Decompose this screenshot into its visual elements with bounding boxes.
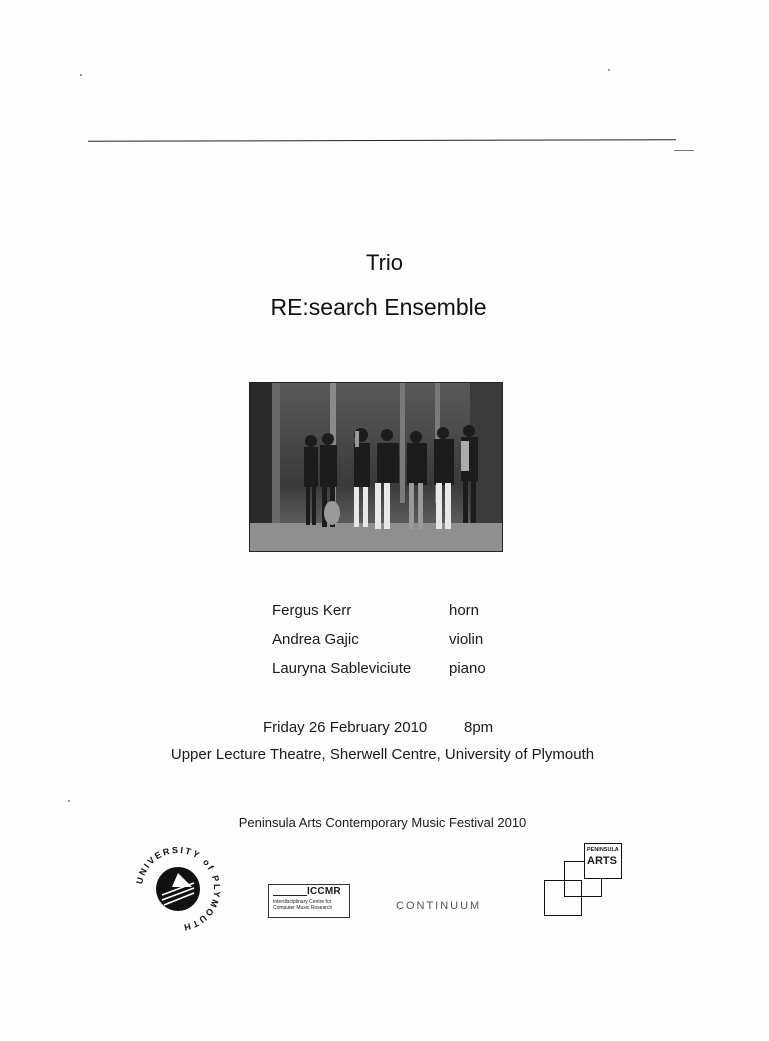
top-divider <box>88 139 676 142</box>
iccmr-name: ICCMR <box>307 886 341 897</box>
iccmr-bar <box>273 895 307 896</box>
peninsula-arts-logo <box>544 843 626 919</box>
university-crest-icon <box>132 843 224 935</box>
performer-name: Fergus Kerr <box>272 602 352 619</box>
festival-name: Peninsula Arts Contemporary Music Festival 2010 <box>238 815 527 830</box>
svg-text:UNIVERSITY of PLYMOUTH: UNIVERSITY of PLYMOUTH <box>134 844 223 933</box>
arts-small-label: PENINSULA <box>587 847 619 853</box>
performer-instrument: horn <box>449 602 480 619</box>
divider-tail <box>674 150 694 151</box>
event-time: 8pm <box>464 719 494 736</box>
ensemble-photo <box>249 382 503 552</box>
event-date: Friday 26 February 2010 <box>263 719 428 736</box>
iccmr-logo <box>268 884 350 918</box>
performer-instrument: violin <box>449 631 484 648</box>
event-venue: Upper Lecture Theatre, Sherwell Centre, University of Plymouth <box>170 746 595 763</box>
scan-speck <box>68 800 70 802</box>
scan-speck <box>80 74 82 76</box>
continuum-logo: CONTINUUM <box>396 900 482 912</box>
university-logo <box>132 843 224 935</box>
performer-instrument: piano <box>449 660 486 677</box>
event-datetime <box>263 719 494 736</box>
arts-big-label: ARTS <box>587 855 617 867</box>
performer-name: Lauryna Sableviciute <box>272 660 412 677</box>
arts-box-main <box>584 843 622 879</box>
ensemble-photo-icon <box>250 383 503 552</box>
ensemble-name: RE:search Ensemble <box>270 294 487 320</box>
scan-speck <box>608 69 610 71</box>
iccmr-subtitle: Interdisciplinary Centre for Computer Music Research <box>273 899 333 911</box>
performer-name: Andrea Gajic <box>272 631 359 648</box>
page-title: Trio <box>365 250 404 275</box>
